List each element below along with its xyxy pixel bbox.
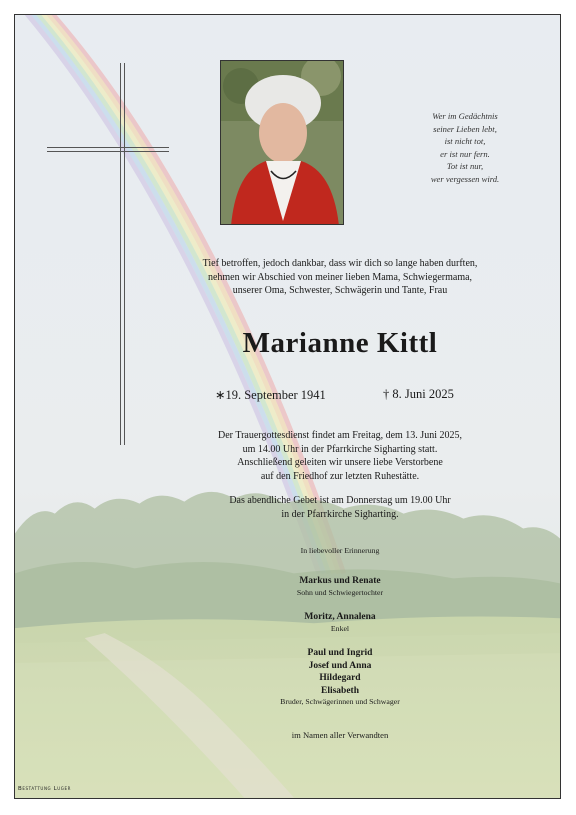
service-line: Anschließend geleiten wir unsere liebe Verstorbene (237, 457, 443, 468)
mourner-names: Markus und Renate (299, 576, 381, 586)
mourner-names: Josef und Anna (308, 660, 372, 671)
mourner-relation: Bruder, Schwägerinnen und Schwager (280, 697, 400, 706)
intro-line: nehmen wir Abschied von meiner lieben Mama, Schwiegermama, (207, 271, 473, 283)
prayer-text (125, 494, 555, 521)
verse (380, 110, 550, 185)
intro-line: unserer Oma, Schwester, Schwägerin und Tante, Frau (232, 285, 448, 296)
obituary-card (14, 14, 561, 799)
verse-line: Tot ist nur, (446, 161, 484, 171)
service-text (125, 429, 555, 483)
verse-line: ist nicht tot, (444, 136, 486, 146)
mourner-group (125, 647, 555, 707)
mourner-relation: Enkel (330, 623, 350, 633)
closing-line: im Namen aller Verwandten (291, 730, 389, 740)
cross-vertical-line (124, 63, 125, 445)
mourner-relation: Sohn und Schwiegertochter (296, 587, 384, 597)
intro-text (125, 257, 555, 298)
verse-line: Wer im Gedächtnis (432, 111, 498, 121)
portrait-photo (220, 60, 344, 225)
mourner-names: Hildegard (319, 673, 361, 683)
mourner-group (125, 575, 555, 598)
cross-horizontal-line (47, 151, 169, 152)
cross-horizontal-line (47, 147, 169, 148)
memory-line: In liebevoller Erinnerung (300, 546, 380, 555)
mourner-group (125, 611, 555, 634)
prayer-line: in der Pfarrkirche Sigharting. (281, 508, 399, 520)
portrait-illustration (221, 61, 344, 225)
birth-date: ∗19. September 1941 (215, 388, 326, 402)
mourner-names: Paul und Ingrid (307, 648, 373, 658)
verse-line: wer vergessen wird. (430, 173, 500, 184)
cross-vertical-line (120, 63, 121, 445)
deceased-name: Marianne Kittl (242, 327, 438, 359)
mourner-names: Elisabeth (320, 685, 359, 696)
service-line: auf den Friedhof zur letzten Ruhestätte. (260, 470, 420, 482)
death-date: † 8. Juni 2025 (383, 387, 454, 401)
service-line: Der Trauergottesdienst findet am Freitag, dem 13. Juni 2025, (218, 430, 462, 441)
service-line: um 14.00 Uhr in der Pfarrkirche Sigharting statt. (242, 443, 438, 455)
undertaker-credit: Bestattung Luger (18, 786, 71, 792)
verse-line: seiner Lieben lebt, (433, 123, 497, 134)
prayer-line: Das abendliche Gebet ist am Donnerstag um 19.00 Uhr (229, 495, 451, 506)
verse-line: er ist nur fern. (440, 148, 490, 159)
mourner-names: Moritz, Annalena (304, 612, 376, 622)
intro-line: Tief betroffen, jedoch dankbar, dass wir dich so lange haben durften, (202, 258, 478, 269)
